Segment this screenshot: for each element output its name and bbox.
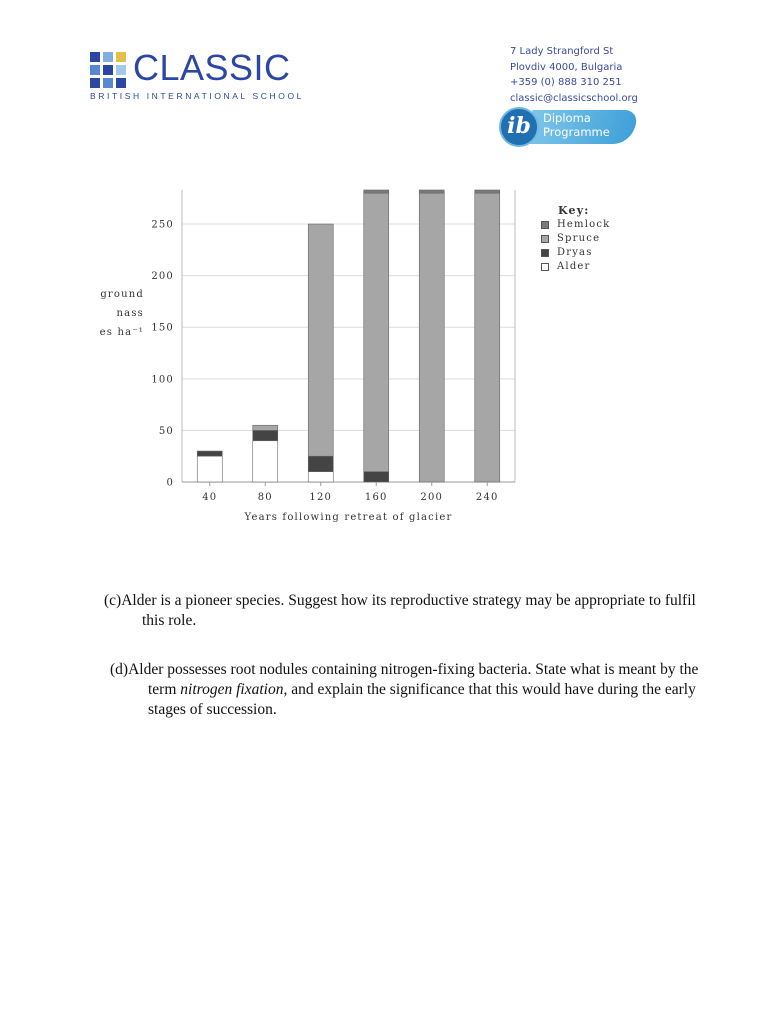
ib-line2: Programme <box>543 125 610 139</box>
y-tick-label: 50 <box>158 425 174 437</box>
x-tick-label: 40 <box>202 492 218 503</box>
contact-block <box>510 44 638 106</box>
logo-wordmark: CLASSIC <box>133 47 291 88</box>
legend-label: Spruce <box>557 233 601 244</box>
question-d-term: nitrogen fixation <box>180 681 284 698</box>
x-tick-label: 240 <box>475 492 499 503</box>
bar-segment-hemlock <box>364 190 389 193</box>
bar-segment-spruce <box>364 193 389 472</box>
bar-segment-dryas <box>364 472 389 482</box>
y-axis-label-line: es ha⁻¹ <box>99 327 144 338</box>
bar-segment-spruce <box>253 425 278 430</box>
legend-entries <box>541 218 610 274</box>
question-c <box>104 591 744 631</box>
question-c-line1: (c)Alder is a pioneer species. Suggest how its reproductive strategy may be appropriate to fulfil <box>104 592 696 609</box>
bar-segment-alder <box>308 472 333 482</box>
legend-swatch <box>541 249 549 257</box>
question-d-line2-pre: term <box>148 681 181 698</box>
y-tick-label: 100 <box>151 374 174 386</box>
ib-diploma-badge <box>499 107 639 151</box>
contact-street: 7 Lady Strangford St <box>510 46 614 57</box>
legend-swatch <box>541 263 549 271</box>
bar-segment-alder <box>197 456 222 482</box>
school-logo <box>90 47 310 106</box>
contact-phone[interactable]: +359 (0) 888 310 251 <box>510 77 622 88</box>
legend-label: Alder <box>557 261 591 272</box>
legend-label: Dryas <box>557 247 593 258</box>
y-axis-label-line: ground <box>100 289 144 300</box>
legend-swatch <box>541 221 549 229</box>
bar-segment-alder <box>253 441 278 482</box>
question-d-line3: stages of succession. <box>148 701 277 718</box>
legend-entry-hemlock <box>541 218 610 232</box>
contact-city: Plovdiv 4000, Bulgaria <box>510 61 623 73</box>
legend-entry-dryas <box>541 246 610 260</box>
question-d-line1: (d)Alder possesses root nodules containing nitrogen-fixing bacteria. State what is meant by the <box>110 661 699 678</box>
bar-segment-hemlock <box>419 190 444 193</box>
legend-entry-alder <box>541 260 610 274</box>
x-tick-label: 120 <box>309 492 333 503</box>
question-d-line2-post: , and explain the significance that this would have during the early <box>283 681 696 698</box>
x-tick-label: 80 <box>257 492 273 503</box>
legend-title: Key: <box>558 204 590 217</box>
y-tick-label: 250 <box>151 219 174 231</box>
contact-email[interactable]: classic@classicschool.org <box>510 92 638 104</box>
y-tick-label: 0 <box>166 477 174 489</box>
logo-grid-icon <box>90 52 126 88</box>
ib-line1: Diploma <box>543 111 591 125</box>
ib-text <box>543 111 610 139</box>
ib-letters: ib <box>507 113 531 139</box>
y-tick-label: 150 <box>151 322 174 334</box>
bar-segment-dryas <box>308 456 333 471</box>
question-d-line2 <box>110 680 750 700</box>
logo-subtitle: BRITISH INTERNATIONAL SCHOOL <box>90 91 305 101</box>
legend-entry-spruce <box>541 232 610 246</box>
bar-segment-hemlock <box>475 190 500 193</box>
legend-swatch <box>541 235 549 243</box>
bar-segment-dryas <box>253 430 278 440</box>
question-d <box>110 660 750 720</box>
bar-segment-spruce <box>308 224 333 456</box>
chart-legend <box>541 204 610 274</box>
x-axis-label: Years following retreat of glacier <box>244 512 453 523</box>
x-tick-label: 160 <box>364 492 388 503</box>
bar-segment-dryas <box>197 451 222 456</box>
question-c-line2: this role. <box>142 612 197 629</box>
y-tick-label: 200 <box>151 271 174 283</box>
bar-segment-spruce <box>475 193 500 482</box>
bar-segment-spruce <box>419 193 444 482</box>
legend-label: Hemlock <box>557 219 611 230</box>
y-axis-label-line: nass <box>116 308 144 319</box>
x-tick-label: 200 <box>420 492 444 503</box>
